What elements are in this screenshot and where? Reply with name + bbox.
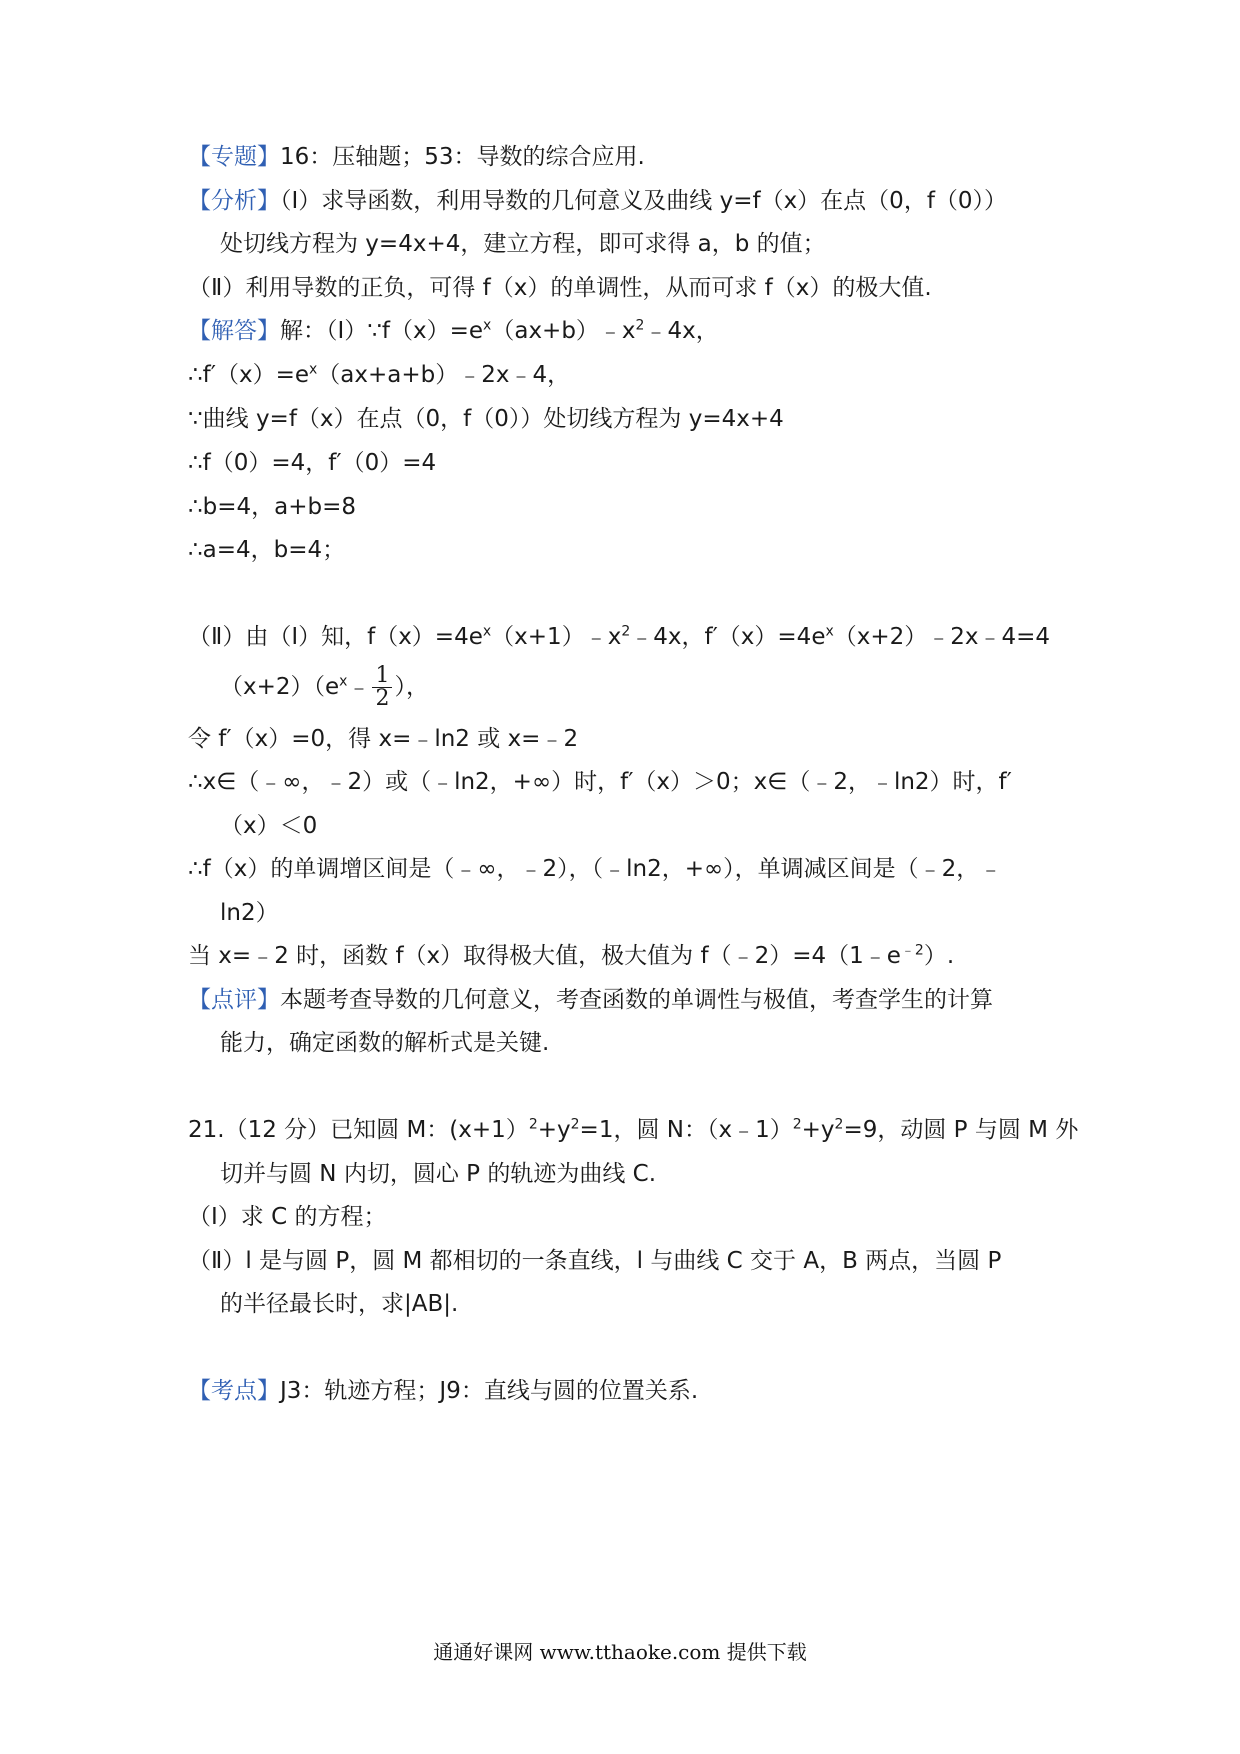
part2-line-7: ln2）: [220, 900, 279, 926]
part2-text: ﹣: [347, 674, 371, 700]
exponent: x: [482, 623, 492, 640]
topic-line: [188, 141, 645, 173]
solution-step-4: ∴b=4，a+b=8: [188, 494, 357, 520]
question-21-line-3: （Ⅰ）求 C 的方程；: [188, 1204, 387, 1230]
part2-text: （x+2）（e: [220, 674, 340, 700]
question-text: =9，动圆 P 与圆 M 外: [843, 1117, 1079, 1143]
exponent: 2: [528, 1116, 538, 1133]
question-text: =1，圆 N：（x﹣1）: [579, 1117, 793, 1143]
fraction-numerator: 1: [372, 665, 392, 688]
solution-text: ﹣4x，: [644, 318, 719, 344]
tag-zhuanti: 【专题】: [188, 144, 280, 170]
comment-text: 本题考查导数的几何意义，考查函数的单调性与极值，考查学生的计算: [280, 987, 993, 1013]
step-text: （ax+a+b）﹣2x﹣4，: [317, 362, 571, 388]
analysis-line-2: 处切线方程为 y=4x+4，建立方程，即可求得 a，b 的值；: [220, 231, 826, 257]
exponent: x: [825, 623, 834, 640]
part2-line-4: ∴x∈（﹣∞，﹣2）或（﹣ln2，+∞）时，f′（x）＞0；x∈（﹣2，﹣ln2）时，f′: [188, 769, 1012, 795]
part2-text: ），: [394, 674, 429, 700]
part2-line-3: 令 f′（x）=0，得 x=﹣ln2 或 x=﹣2: [188, 726, 579, 752]
exponent: 2: [792, 1116, 802, 1133]
fraction-denominator: 2: [375, 686, 390, 711]
page-footer: 通通好课网 www.tthaoke.com 提供下载: [433, 1640, 807, 1664]
exponent: x: [309, 361, 318, 378]
part2-line-5: （x）＜0: [220, 813, 318, 839]
exponent: 2: [834, 1116, 844, 1133]
analysis-line-1: [188, 185, 1007, 217]
kaodian-line: [188, 1375, 698, 1407]
part2-text: （Ⅱ）由（Ⅰ）知，f（x）=4e: [188, 624, 483, 650]
tag-dianping: 【点评】: [188, 987, 280, 1013]
part2-text: （x+2）﹣2x﹣4=4: [833, 624, 1051, 650]
step-text: ∴f′（x）=e: [188, 362, 309, 388]
analysis-text-1: （Ⅰ）求导函数，利用导数的几何意义及曲线 y=f（x）在点（0，f（0））: [280, 188, 1008, 214]
topic-text: 16：压轴题；53：导数的综合应用.: [280, 144, 645, 170]
part2-text: ）.: [923, 943, 955, 969]
part2-line-8: [188, 940, 954, 972]
solution-step-5: ∴a=4，b=4；: [188, 537, 346, 563]
solution-text: （ax+b）﹣x: [491, 318, 636, 344]
question-21-line-5: 的半径最长时，求|AB|.: [220, 1291, 459, 1317]
solution-text: 解：（Ⅰ）∵f（x）=e: [280, 318, 484, 344]
tag-kaodian: 【考点】: [188, 1378, 280, 1404]
fraction-one-half: [372, 665, 392, 710]
exponent: 2: [570, 1116, 580, 1133]
comment-line-1: [188, 984, 993, 1016]
part2-text: （x+1）﹣x: [491, 624, 622, 650]
exponent: x: [483, 317, 492, 334]
question-21-line-1: [188, 1114, 1078, 1146]
solution-line-1: [188, 315, 719, 347]
question-text: +y: [801, 1117, 835, 1143]
part2-line-1: [188, 621, 1050, 653]
tag-fenxi: 【分析】: [188, 188, 280, 214]
question-text: +y: [537, 1117, 571, 1143]
exponent: ﹣2: [900, 942, 924, 959]
exponent: 2: [621, 623, 631, 640]
part2-text: 当 x=﹣2 时，函数 f（x）取得极大值，极大值为 f（﹣2）=4（1﹣e: [188, 943, 901, 969]
question-21-line-4: （Ⅱ）l 是与圆 P，圆 M 都相切的一条直线，l 与曲线 C 交于 A，B 两点，当圆 P: [188, 1248, 1002, 1274]
question-text: 21.（12 分）已知圆 M：(x+1）: [188, 1117, 529, 1143]
tag-jieda: 【解答】: [188, 318, 280, 344]
solution-step-1: [188, 359, 570, 391]
part2-text: ﹣4x，f′（x）=4e: [630, 624, 826, 650]
question-21-line-2: 切并与圆 N 内切，圆心 P 的轨迹为曲线 C.: [220, 1161, 657, 1187]
solution-step-2: ∵曲线 y=f（x）在点（0，f（0））处切线方程为 y=4x+4: [188, 406, 784, 432]
exponent: 2: [635, 317, 645, 334]
part2-line-2: [220, 665, 429, 710]
part2-line-6: ∴f（x）的单调增区间是（﹣∞，﹣2），（﹣ln2，+∞），单调减区间是（﹣2，﹣: [188, 856, 1003, 882]
analysis-line-3: （Ⅱ）利用导数的正负，可得 f（x）的单调性，从而可求 f（x）的极大值.: [188, 275, 932, 301]
kaodian-text: J3：轨迹方程；J9：直线与圆的位置关系.: [280, 1378, 699, 1404]
comment-line-2: 能力，确定函数的解析式是关键.: [220, 1030, 550, 1056]
exponent: x: [339, 673, 348, 690]
solution-step-3: ∴f（0）=4，f′（0）=4: [188, 450, 437, 476]
